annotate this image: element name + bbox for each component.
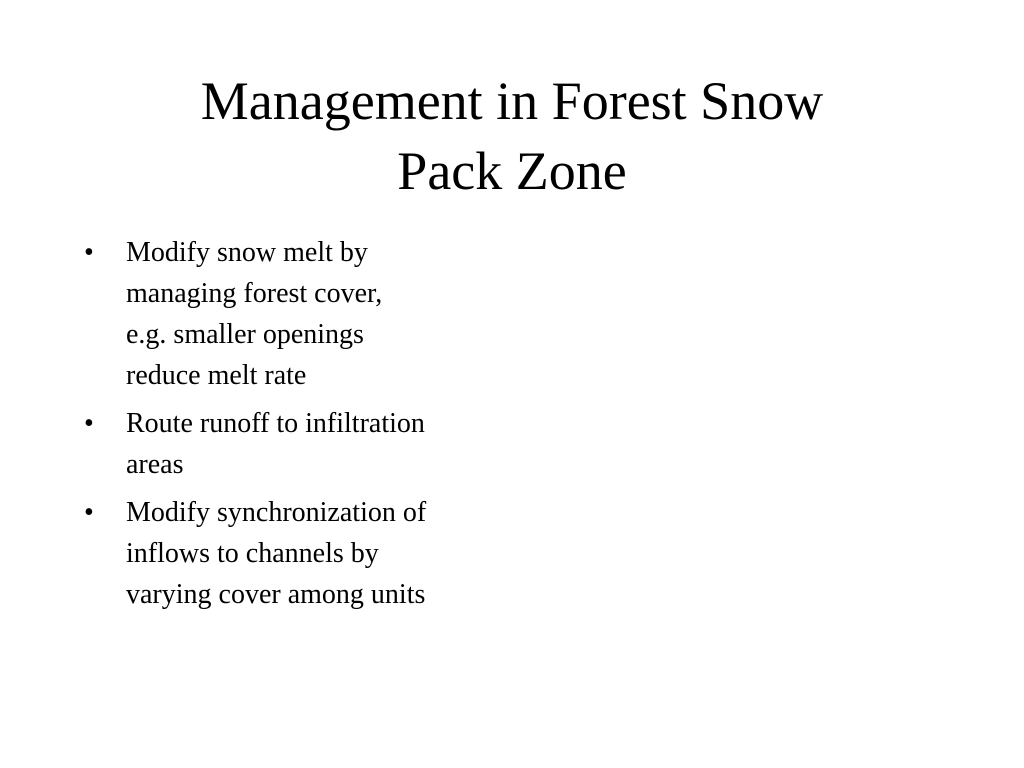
slide-title-line-1: Management in Forest Snow xyxy=(200,71,824,131)
bullet-line: areas xyxy=(126,449,184,480)
bullet-line: Modify synchronization of xyxy=(126,497,427,528)
bullet-line: Modify snow melt by xyxy=(126,237,368,268)
bullet-icon: • xyxy=(84,408,94,439)
bullet-list xyxy=(84,232,524,622)
bullet-line: inflows to channels by xyxy=(126,538,379,569)
bullet-line: reduce melt rate xyxy=(126,360,307,391)
bullet-line: varying cover among units xyxy=(126,579,426,610)
bullet-text xyxy=(126,232,524,396)
bullet-line: managing forest cover, xyxy=(126,278,383,309)
bullet-line: Route runoff to infiltration xyxy=(126,408,425,439)
bullet-item-2 xyxy=(84,403,524,485)
bullet-icon: • xyxy=(84,497,94,528)
slide-title xyxy=(100,66,924,206)
bullet-text xyxy=(126,403,524,485)
bullet-line: e.g. smaller openings xyxy=(126,319,364,350)
bullet-item-3 xyxy=(84,492,524,615)
bullet-icon: • xyxy=(84,237,94,268)
bullet-text xyxy=(126,492,524,615)
bullet-item-1 xyxy=(84,232,524,396)
slide-title-line-2: Pack Zone xyxy=(397,141,627,201)
